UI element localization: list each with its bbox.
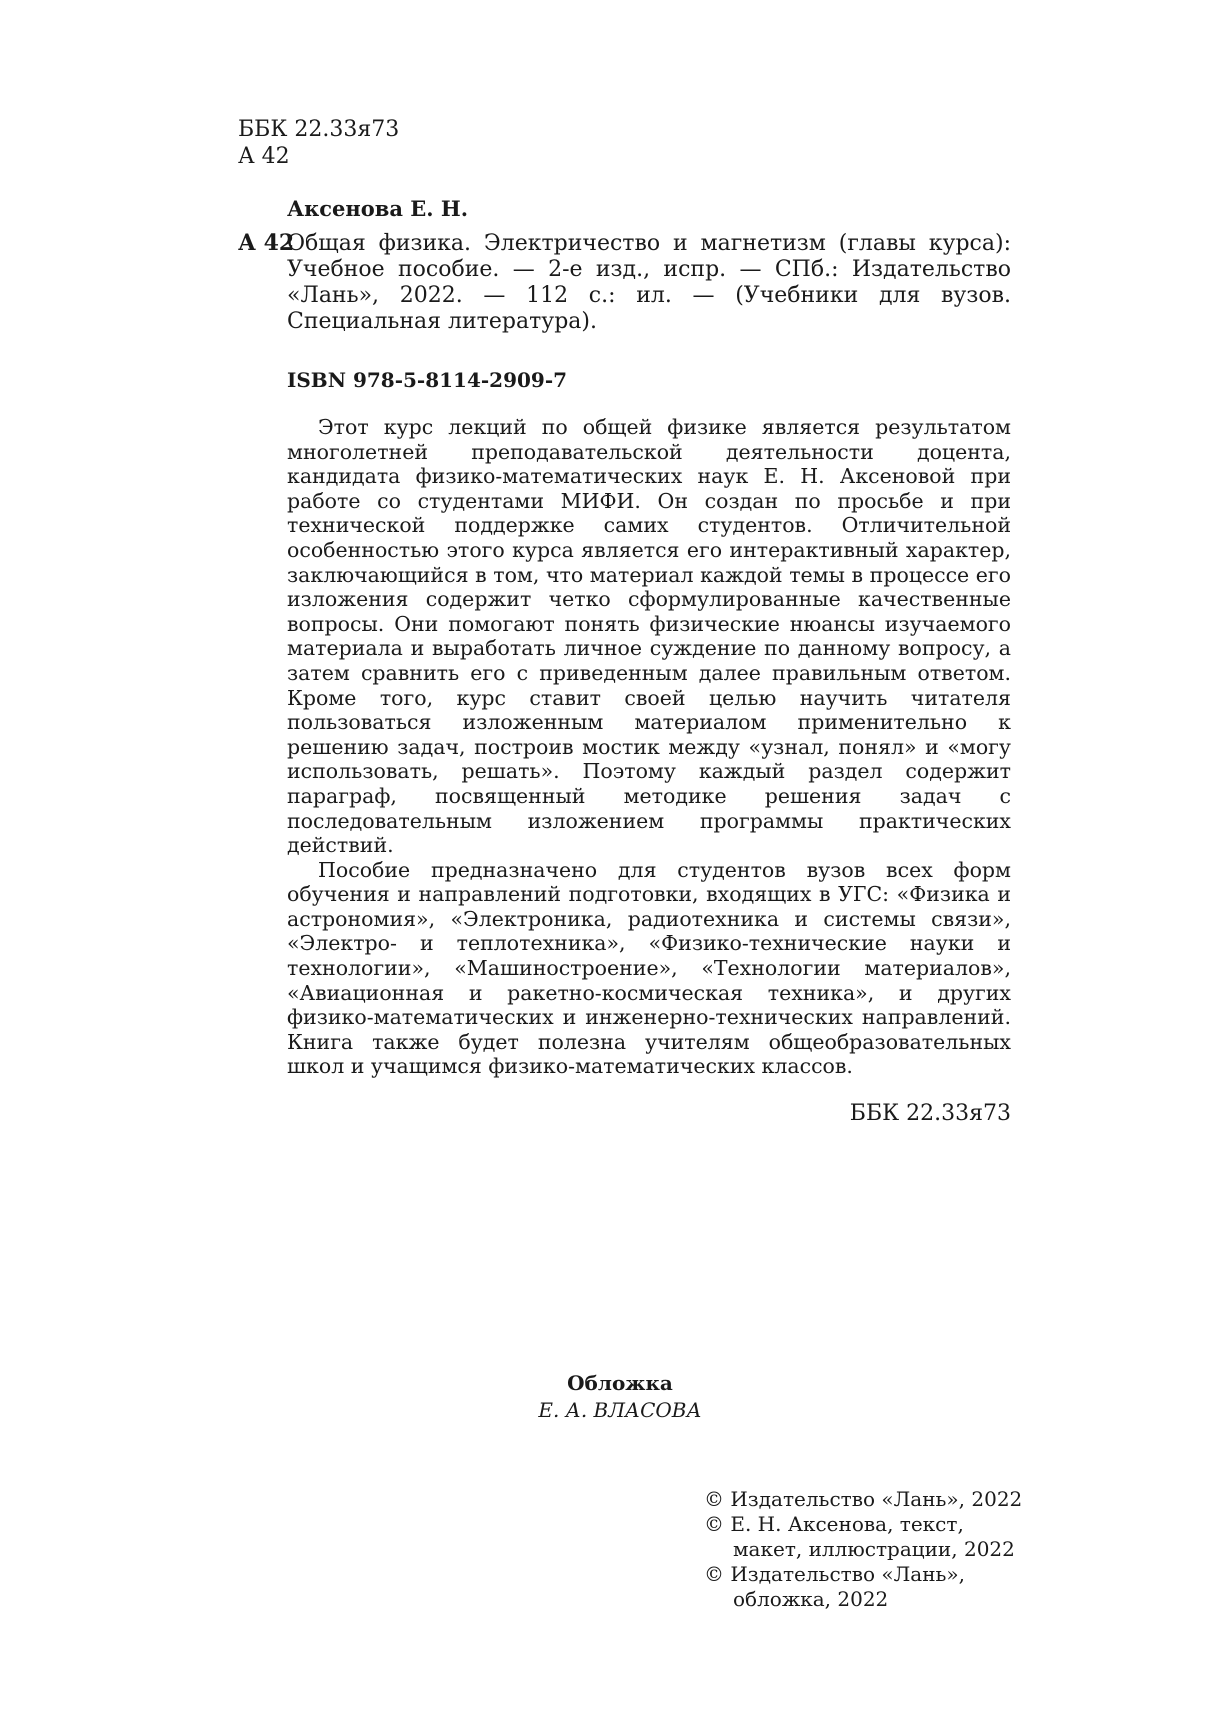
bbk-footer-code: ББК 22.33я73	[849, 1101, 1011, 1126]
cover-credit	[420, 1370, 820, 1424]
copyright-line-author: © Е. Н. Аксенова, текст,	[704, 1512, 964, 1536]
abstract-paragraph-2: Пособие предназначено для студентов вузов всех форм обучения и направлений подготовки, входящих в УГС: «Физика и астрономия», «Электроника, радиотехника и системы связи», «Электро- и теплотехника», «Физико-технические науки и технологии», «Машиностроение», «Технологии материалов», «Авиационная и ракетно-космическая техника», и других физико-математических и инженерно-технических направлений. Книга также будет полезна учителям общеобразовательных школ и учащимся физико-математических классов.	[287, 857, 1011, 1079]
abstract-paragraph-1: Этот курс лекций по общей физике является результатом многолетней преподавательской деятельности доцента, кандидата физико-математических наук Е. Н. Аксеновой при работе со студентами МИФИ. Он создан по просьбе и при технической поддержке самих студентов. Отличительной особенностью этого курса является его интерактивный характер, заключающийся в том, что материал каждой темы в процессе его изложения содержит четко сформулированные качественные вопросы. Они помогают понять физические нюансы изучаемого материала и выработать личное суждение по данному вопросу, а затем сравнить его с приведенным далее правильным ответом. Кроме того, курс ставит своей целью научить читателя пользоваться изложенным материалом применительно к решению задач, построив мостик между «узнал, понял» и «могу использовать, решать». Поэтому каждый раздел содержит параграф, посвященный методике решения задач с последовательным изложением программы практических действий.	[287, 415, 1011, 858]
cover-designer: Е. А. ВЛАСОВА	[538, 1398, 702, 1422]
cover-label: Обложка	[567, 1371, 673, 1395]
copyright-line-cover-cont: обложка, 2022	[733, 1587, 889, 1611]
abstract	[287, 415, 1011, 1079]
bbk-code: ББК 22.33я73	[238, 117, 400, 142]
author-name: Аксенова Е. Н.	[287, 196, 469, 221]
isbn: ISBN 978-5-8114-2909-7	[287, 368, 568, 392]
copyright-line-author-cont: макет, иллюстрации, 2022	[733, 1537, 1015, 1561]
entry-description: Общая физика. Электричество и магнетизм (главы курса): Учебное пособие. — 2-е изд., испр. — СПб.: Издательство «Лань», 2022. — 112 с.: ил. — (Учебники для вузов. Специальная литература).	[287, 231, 1011, 334]
copyright-line-cover: © Издательство «Лань»,	[704, 1562, 966, 1586]
bbk-header	[238, 116, 538, 170]
copyright-notice	[704, 1487, 1024, 1612]
bibliographic-entry	[238, 231, 1011, 335]
copyright-line-publisher: © Издательство «Лань», 2022	[704, 1487, 1023, 1511]
author-mark: А 42	[238, 144, 290, 169]
entry-author-mark: А 42	[238, 230, 295, 256]
